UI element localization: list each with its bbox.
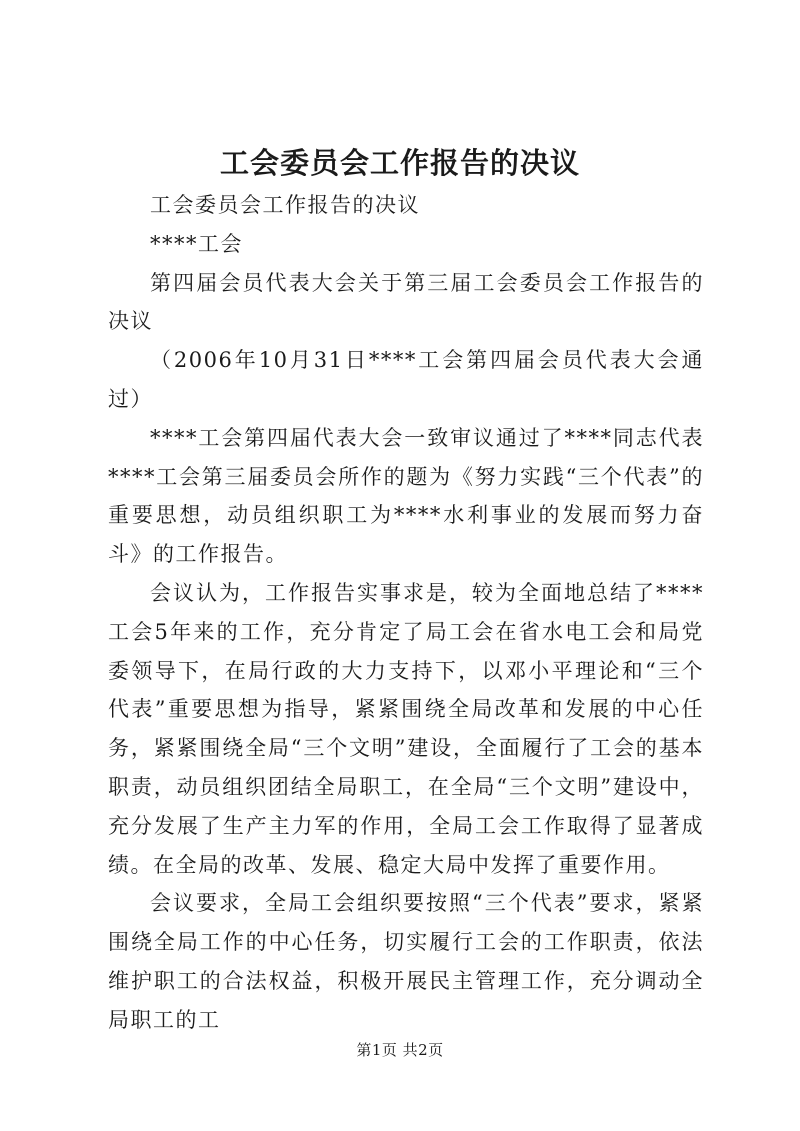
- paragraph-body: 会议认为，工作报告实事求是，较为全面地总结了****工会5年来的工作，充分肯定了局工会在省水电工会和局党委领导下，在局行政的大力支持下，以邓小平理论和“三个代表”重要思想为指导，紧紧围绕全局改革和发展的中心任务，紧紧围绕全局“三个文明”建设，全面履行了工会的基本职责，动员组织团结全局职工，在全局“三个文明”建设中，充分发展了生产主力军的作用，全局工会工作取得了显著成绩。在全局的改革、发展、稳定大局中发挥了重要作用。: [108, 580, 704, 877]
- paragraph-body: 会议要求，全局工会组织要按照“三个代表”要求，紧紧围绕全局工作的中心任务，切实履行工会的工作职责，依法维护职工的合法权益，积极开展民主管理工作，充分调动全局职工的工: [108, 891, 704, 1032]
- document-title: 工会委员会工作报告的决议: [219, 146, 580, 180]
- paragraph-heading: 第四届会员代表大会关于第三届工会委员会工作报告的决议: [108, 270, 704, 334]
- paragraph-organization: ****工会: [150, 231, 243, 256]
- paragraph-date: （2006年10月31日****工会第四届会员代表大会通过）: [108, 348, 704, 411]
- page-number-footer: 第1页 共2页: [356, 1041, 444, 1059]
- paragraph-subtitle: 工会委员会工作报告的决议: [150, 193, 420, 217]
- document-body: [108, 186, 704, 1040]
- paragraph-body: ****工会第四届代表大会一致审议通过了****同志代表****工会第三届委员会所作的题为《努力实践“三个代表”的重要思想，动员组织职工为****水利事业的发展而努力奋斗》的工作报告。: [108, 425, 704, 567]
